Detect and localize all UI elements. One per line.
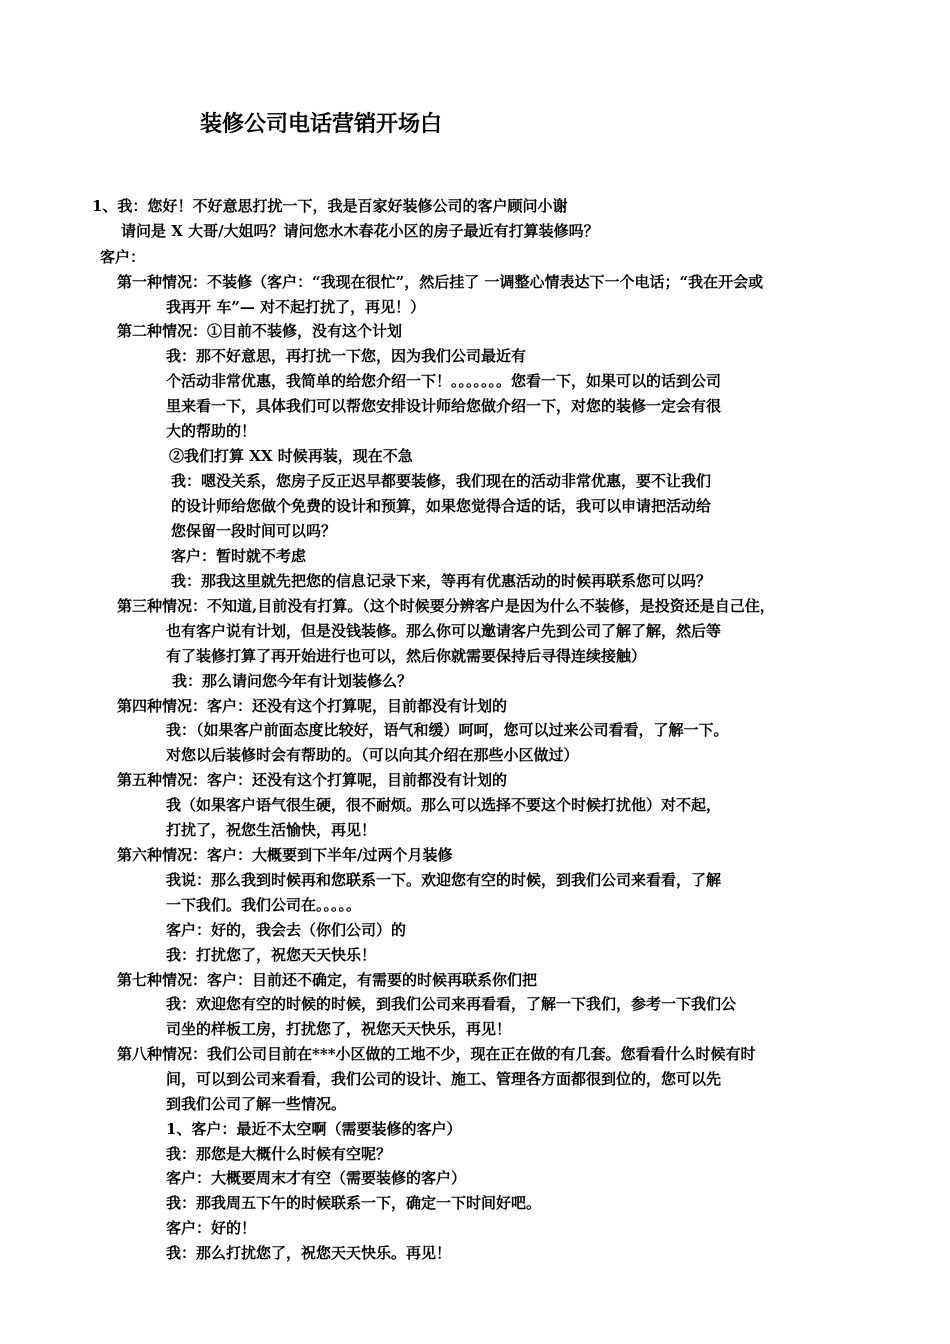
body-line: 第一种情况：不装修（客户：“我现在很忙”，然后挂了 一调整心情表达下一个电话；“我在开会或 <box>117 273 764 291</box>
body-line: 1、我：您好！不好意思打扰一下，我是百家好装修公司的客户顾问小谢 <box>92 197 568 215</box>
body-line: 第七种情况：客户：目前还不确定，有需要的时候再联系你们把 <box>117 971 538 989</box>
body-line: 我：那不好意思，再打扰一下您，因为我们公司最近有 <box>166 347 527 365</box>
body-line: 第三种情况：不知道,目前没有打算。（这个时候要分辨客户是因为什么不装修，是投资还是自己住， <box>117 597 775 615</box>
body-line: 对您以后装修时会有帮助的。（可以向其介绍在那些小区做过） <box>166 746 579 764</box>
body-line: 有了装修打算了再开始进行也可以，然后你就需要保持后寻得连续接触） <box>166 647 647 665</box>
body-line: 第六种情况：客户：大概要到下半年/过两个月装修 <box>117 846 453 864</box>
body-line: 到我们公司了解一些情况。 <box>166 1095 347 1113</box>
body-line: ②我们打算 XX 时候再装，现在不急 <box>169 447 413 465</box>
body-line: 司坐的样板工房，打扰您了，祝您天天快乐，再见！ <box>166 1020 512 1038</box>
body-line: 个活动非常优惠，我简单的给您介绍一下！。。。。。。。您看一下，如果可以的话到公司 <box>166 372 722 390</box>
body-line: 大的帮助的！ <box>166 422 257 440</box>
document-title: 装修公司电话营销开场白 <box>200 111 443 137</box>
body-line: 里来看一下，具体我们可以帮您安排设计师给您做介绍一下，对您的装修一定会有很 <box>166 397 722 415</box>
body-line: 客户：好的！ <box>166 1219 257 1237</box>
body-line: 1、客户：最近不太空啊（需要装修的客户） <box>166 1120 462 1138</box>
body-line: 第五种情况：客户：还没有这个打算呢，目前都没有计划的 <box>117 771 508 789</box>
body-line: 间，可以到公司来看看，我们公司的设计、施工、管理各方面都很到位的，您可以先 <box>166 1070 722 1088</box>
body-line: 请问是 X 大哥/大姐吗？请问您水木春花小区的房子最近有打算装修吗？ <box>121 222 599 240</box>
body-line: 的设计师给您做个免费的设计和预算，如果您觉得合适的话，我可以申请把活动给 <box>171 497 712 515</box>
body-line: 也有客户说有计划，但是没钱装修。那么你可以邀请客户先到公司了解了解，然后等 <box>166 622 722 640</box>
body-line: 我：那么打扰您了，祝您天天快乐。再见！ <box>166 1244 452 1262</box>
body-line: 我：（如果客户前面态度比较好，语气和缓）呵呵，您可以过来公司看看，了解一下。 <box>166 721 729 739</box>
body-line: 我再开 车”— 对不起打扰了，再见！） <box>166 298 426 316</box>
body-line: 我：那我这里就先把您的信息记录下来，等再有优惠活动的时候再联系您可以吗？ <box>171 572 712 590</box>
body-line: 客户：暂时就不考虑 <box>171 547 307 565</box>
body-line: 我：那您是大概什么时候有空呢？ <box>166 1145 392 1163</box>
body-line: 客户： <box>100 248 146 266</box>
body-line: 一下我们。我们公司在。。。。。 <box>166 896 362 914</box>
body-line: 您保留一段时间可以吗？ <box>171 522 337 540</box>
body-line: 我：打扰您了，祝您天天快乐！ <box>166 946 377 964</box>
body-line: 我：那我周五下午的时候联系一下，确定一下时间好吧。 <box>166 1194 542 1212</box>
body-line: 我：嗯没关系，您房子反正迟早都要装修，我们现在的活动非常优惠，要不让我们 <box>171 472 712 490</box>
body-line: 我（如果客户语气很生硬，很不耐烦。那么可以选择不要这个时候打扰他）对不起， <box>166 796 722 814</box>
body-line: 第二种情况：①目前不装修，没有这个计划 <box>117 322 403 340</box>
body-line: 第八种情况：我们公司目前在***小区做的工地不少，现在正在做的有几套。您看看什么时候有时 <box>117 1045 756 1063</box>
body-line: 我说：那么我到时候再和您联系一下。欢迎您有空的时候，到我们公司来看看，了解 <box>166 871 722 889</box>
body-line: 打扰了，祝您生活愉快，再见！ <box>166 821 377 839</box>
body-line: 客户：大概要周末才有空（需要装修的客户） <box>166 1169 467 1187</box>
body-line: 第四种情况：客户：还没有这个打算呢，目前都没有计划的 <box>117 697 508 715</box>
body-line: 我：那么请问您今年有计划装修么？ <box>172 672 413 690</box>
body-line: 客户：好的，我会去（你们公司）的 <box>166 921 407 939</box>
body-line: 我：欢迎您有空的时候的时候，到我们公司来再看看，了解一下我们，参考一下我们公 <box>166 995 737 1013</box>
